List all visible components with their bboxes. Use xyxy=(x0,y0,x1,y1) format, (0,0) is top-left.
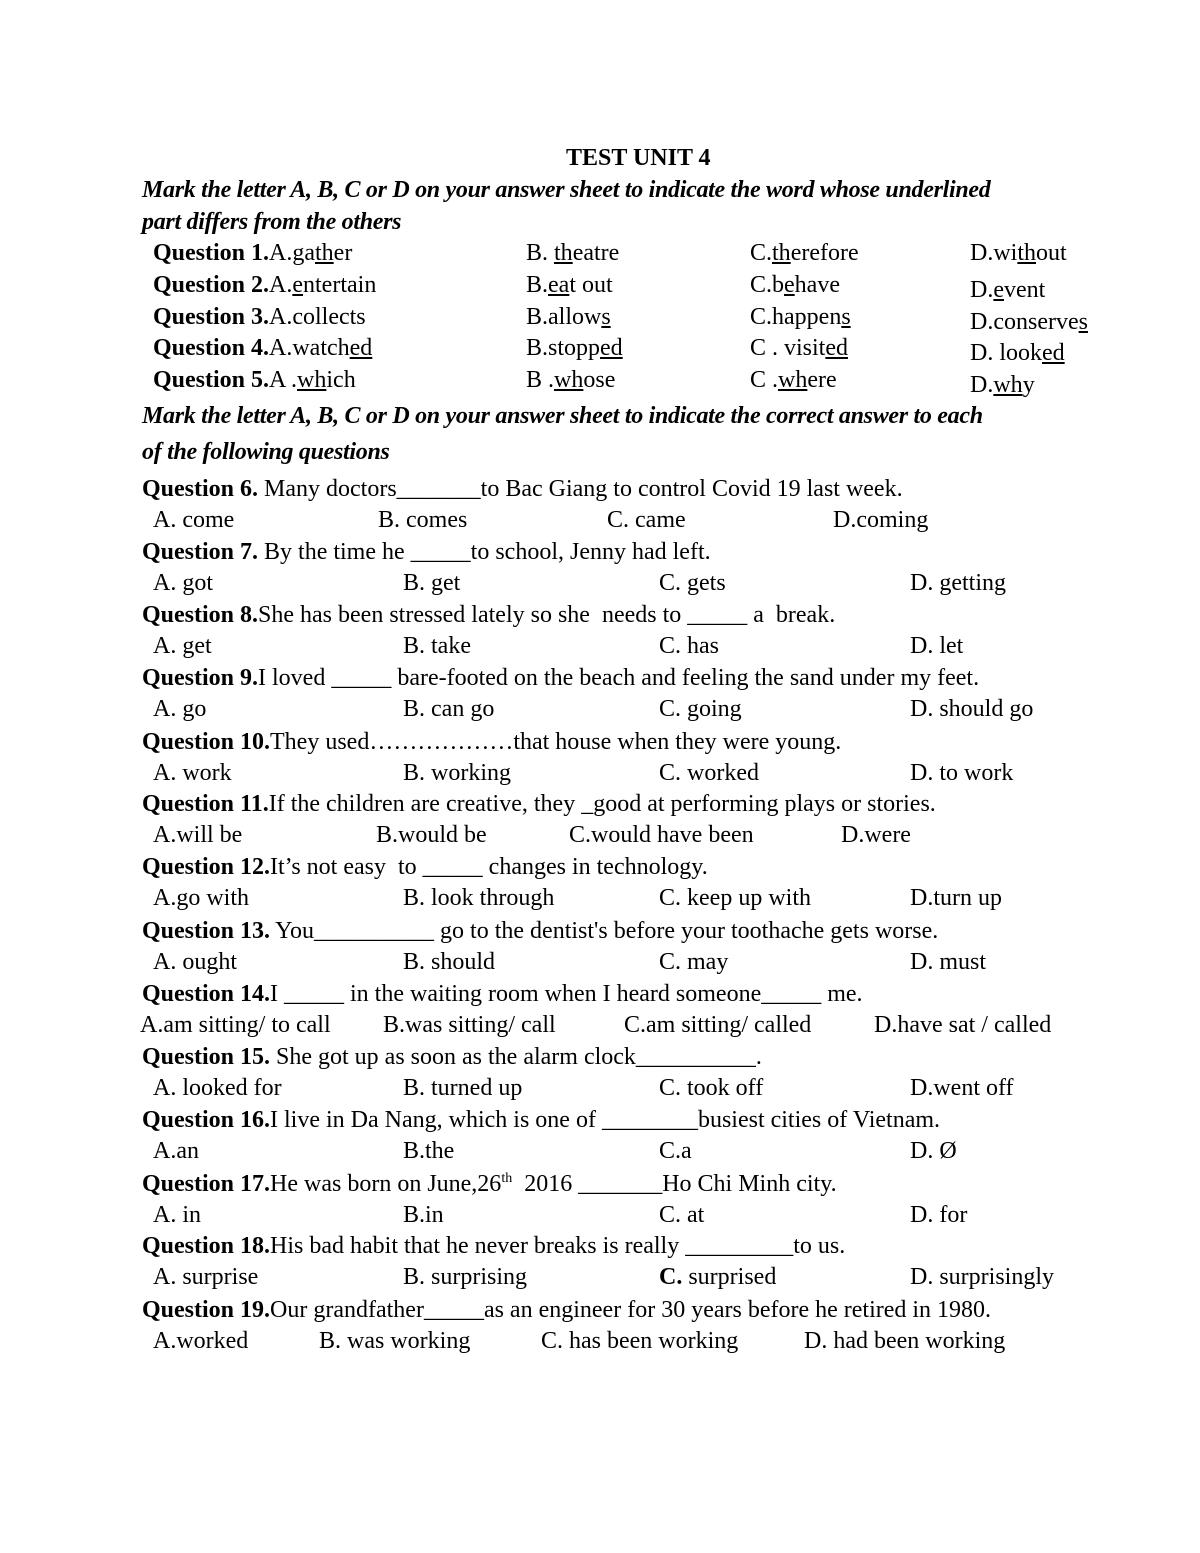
underlined-part: e xyxy=(784,272,795,298)
question-label xyxy=(153,334,372,362)
option-text: D. xyxy=(970,372,994,398)
option-text: C. worked xyxy=(659,760,759,786)
question-stem xyxy=(142,475,903,503)
option-text: B.stopp xyxy=(526,335,601,361)
question-stem xyxy=(142,538,711,566)
answer-option xyxy=(541,1327,738,1355)
option-text: B. comes xyxy=(378,507,468,533)
answer-option xyxy=(140,1011,331,1039)
answer-option xyxy=(319,1327,470,1355)
answer-option xyxy=(910,569,1006,597)
option-text: C.a xyxy=(659,1138,692,1164)
answer-option xyxy=(569,821,754,849)
question-number: Question 11. xyxy=(142,791,269,817)
answer-option xyxy=(910,1137,957,1165)
option-text: A . xyxy=(269,367,298,393)
question-stem xyxy=(142,917,938,945)
question-stem xyxy=(142,1232,845,1260)
answer-option xyxy=(153,506,234,534)
question-label xyxy=(153,303,366,331)
answer-option xyxy=(841,821,911,849)
underlined-part: wh xyxy=(993,372,1023,398)
answer-option xyxy=(403,632,471,660)
underlined-part: ed xyxy=(1042,340,1065,366)
underlined-part: ed xyxy=(825,335,849,361)
question-text: His bad habit that he never breaks is really _________to us. xyxy=(270,1233,846,1259)
question-text: They used………………that house when they were young. xyxy=(270,729,842,755)
question-number: Question 4. xyxy=(153,335,270,361)
option-text: B. was working xyxy=(319,1328,471,1354)
answer-option xyxy=(750,334,848,362)
answer-option xyxy=(659,759,759,787)
answer-option xyxy=(376,821,487,849)
option-text: B. take xyxy=(403,633,471,659)
answer-option xyxy=(403,759,511,787)
answer-option xyxy=(403,569,460,597)
option-text: C. took off xyxy=(659,1075,764,1101)
question-number: Question 16. xyxy=(142,1107,271,1133)
answer-option xyxy=(659,1201,704,1229)
option-text: B.allow xyxy=(526,304,602,330)
underlined-part: th xyxy=(1017,240,1037,266)
option-text: ntertain xyxy=(303,272,377,298)
question-text: Our grandfather_____as an engineer for 30 years before he retired in 1980. xyxy=(270,1297,992,1323)
option-text: A. come xyxy=(153,507,235,533)
option-text: D.turn up xyxy=(910,885,1002,911)
answer-option xyxy=(378,506,467,534)
option-text: D.wi xyxy=(970,240,1018,266)
option-text: B. should xyxy=(403,949,496,975)
question-text: I live in Da Nang, which is one of ________busiest cities of Vietnam. xyxy=(270,1107,941,1133)
answer-option xyxy=(659,569,726,597)
option-text: B. can go xyxy=(403,696,495,722)
answer-option xyxy=(403,695,494,723)
option-text: C.am sitting/ called xyxy=(624,1012,812,1038)
option-text: B. look through xyxy=(403,885,555,911)
question-stem xyxy=(142,980,863,1008)
option-text: B. working xyxy=(403,760,511,786)
answer-option xyxy=(970,239,1067,267)
option-text: A. surprise xyxy=(153,1264,259,1290)
answer-option xyxy=(659,1263,776,1291)
option-text: C. gets xyxy=(659,570,726,596)
question-stem xyxy=(142,1170,837,1198)
option-text: C. came xyxy=(607,507,686,533)
option-text: C . xyxy=(750,367,779,393)
option-text: B. xyxy=(526,240,555,266)
option-text: B . xyxy=(526,367,555,393)
answer-option xyxy=(526,303,611,331)
answer-option xyxy=(403,884,554,912)
answer-option xyxy=(910,884,1002,912)
answer-option xyxy=(153,1201,201,1229)
option-text: B.was sitting/ call xyxy=(383,1012,556,1038)
option-text: y xyxy=(1022,372,1035,398)
option-text: erefore xyxy=(790,240,859,266)
question-number: Question 1. xyxy=(153,240,270,266)
answer-option xyxy=(526,239,619,267)
question-text: Many doctors_______to Bac Giang to control Covid 19 last week. xyxy=(258,476,903,502)
option-text: C. keep up with xyxy=(659,885,811,911)
answer-option xyxy=(383,1011,556,1039)
option-text: D.went off xyxy=(910,1075,1014,1101)
answer-option xyxy=(750,271,840,299)
option-text: A.will be xyxy=(153,822,243,848)
option-text: D.were xyxy=(841,822,911,848)
answer-option xyxy=(526,271,613,299)
answer-option xyxy=(659,884,811,912)
option-text: B.would be xyxy=(376,822,487,848)
underlined-part: s xyxy=(1078,309,1088,335)
answer-option xyxy=(403,1137,454,1165)
answer-option xyxy=(153,569,213,597)
option-text: A.ga xyxy=(269,240,315,266)
option-text: B. surprising xyxy=(403,1264,528,1290)
option-text: ere xyxy=(807,367,837,393)
option-letter: C. xyxy=(659,1264,683,1290)
underlined-part: wh xyxy=(297,367,327,393)
answer-option xyxy=(804,1327,1005,1355)
section1-instruction-line1: Mark the letter A, B, C or D on your answer sheet to indicate the word whose underlined xyxy=(142,177,991,203)
option-text: D.have sat / called xyxy=(874,1012,1052,1038)
answer-option xyxy=(624,1011,811,1039)
answer-option xyxy=(659,948,728,976)
answer-option xyxy=(659,695,742,723)
answer-option xyxy=(153,948,237,976)
answer-option xyxy=(910,948,986,976)
option-text: B. xyxy=(526,272,549,298)
option-text: A.worked xyxy=(153,1328,249,1354)
answer-option xyxy=(403,1201,444,1229)
question-label xyxy=(153,239,352,267)
option-text: A. got xyxy=(153,570,213,596)
option-text: C. has xyxy=(659,633,719,659)
question-number: Question 14. xyxy=(142,981,271,1007)
underlined-part: ea xyxy=(548,272,570,298)
answer-option xyxy=(874,1011,1051,1039)
question-number: Question 15. xyxy=(142,1044,271,1070)
question-number: Question 10. xyxy=(142,729,271,755)
option-text: C . visit xyxy=(750,335,826,361)
question-text: He was born on June,26 xyxy=(270,1171,502,1197)
option-text: A. work xyxy=(153,760,232,786)
option-text: D. had been working xyxy=(804,1328,1006,1354)
question-stem xyxy=(142,601,835,629)
answer-option xyxy=(153,884,249,912)
answer-option xyxy=(833,506,928,534)
option-text: out xyxy=(1036,240,1067,266)
option-text: D. should go xyxy=(910,696,1034,722)
option-text: A.watch xyxy=(269,335,350,361)
answer-option xyxy=(153,759,232,787)
answer-option xyxy=(970,276,1045,304)
question-text: She has been stressed lately so she needs to _____ a break. xyxy=(258,602,836,628)
answer-option xyxy=(153,1137,199,1165)
option-text: A.am sitting/ to call xyxy=(140,1012,331,1038)
option-text: C.would have been xyxy=(569,822,754,848)
question-label xyxy=(153,366,356,394)
answer-option xyxy=(153,632,212,660)
option-text: vent xyxy=(1004,277,1046,303)
answer-option xyxy=(910,1263,1054,1291)
question-text: It’s not easy to _____ changes in technology. xyxy=(270,854,708,880)
option-text: C. at xyxy=(659,1202,705,1228)
option-text: t out xyxy=(569,272,613,298)
question-stem xyxy=(142,1296,991,1324)
answer-option xyxy=(403,1263,527,1291)
answer-option xyxy=(910,759,1013,787)
option-text: C. going xyxy=(659,696,742,722)
underlined-part: th xyxy=(554,240,573,266)
answer-option xyxy=(910,1201,967,1229)
option-text: C.happen xyxy=(750,304,842,330)
question-number: Question 17. xyxy=(142,1171,271,1197)
question-number: Question 7. xyxy=(142,539,259,565)
answer-option xyxy=(910,632,963,660)
underlined-part: wh xyxy=(778,367,808,393)
option-text: surprised xyxy=(682,1264,777,1290)
answer-option xyxy=(403,948,495,976)
question-stem xyxy=(142,1043,762,1071)
option-text: D. for xyxy=(910,1202,968,1228)
option-text: D. xyxy=(970,277,994,303)
option-text: eatre xyxy=(572,240,620,266)
question-stem xyxy=(142,728,841,756)
option-text: A.an xyxy=(153,1138,199,1164)
answer-option xyxy=(153,821,242,849)
option-text: A. ought xyxy=(153,949,237,975)
underlined-part: s xyxy=(841,304,851,330)
option-text: A. looked for xyxy=(153,1075,282,1101)
answer-option xyxy=(607,506,686,534)
answer-option xyxy=(526,334,623,362)
underlined-part: wh xyxy=(554,367,584,393)
underlined-part: ed xyxy=(600,335,623,361)
question-number: Question 18. xyxy=(142,1233,271,1259)
answer-option xyxy=(750,303,851,331)
question-stem xyxy=(142,790,936,818)
question-text: I loved _____ bare-footed on the beach and feeling the sand under my feet. xyxy=(258,665,980,691)
question-label xyxy=(153,271,376,299)
option-text: D.conserve xyxy=(970,309,1079,335)
option-text: C. has been working xyxy=(541,1328,739,1354)
option-text: have xyxy=(794,272,840,298)
question-number: Question 6. xyxy=(142,476,259,502)
option-text: D. look xyxy=(970,340,1042,366)
question-text: 2016 _______Ho Chi Minh city. xyxy=(512,1171,837,1197)
option-text: A. in xyxy=(153,1202,201,1228)
option-text: C.b xyxy=(750,272,785,298)
answer-option xyxy=(659,1074,763,1102)
answer-option xyxy=(910,695,1033,723)
question-text: If the children are creative, they _good at performing plays or stories. xyxy=(268,791,936,817)
option-text: C. may xyxy=(659,949,729,975)
answer-option xyxy=(910,1074,1014,1102)
underlined-part: e xyxy=(292,272,304,298)
option-text: A.collects xyxy=(269,304,366,330)
answer-option xyxy=(153,1263,258,1291)
answer-option xyxy=(970,371,1035,399)
section1-instruction-line2: part differs from the others xyxy=(142,209,402,235)
option-text: D. getting xyxy=(910,570,1006,596)
question-number: Question 19. xyxy=(142,1297,271,1323)
page-title: TEST UNIT 4 xyxy=(566,145,711,171)
question-number: Question 2. xyxy=(153,272,270,298)
question-stem xyxy=(142,1106,940,1134)
option-text: B. get xyxy=(403,570,461,596)
question-number: Question 5. xyxy=(153,367,270,393)
answer-option xyxy=(153,1074,282,1102)
option-text: A. go xyxy=(153,696,207,722)
question-number: Question 9. xyxy=(142,665,259,691)
answer-option xyxy=(750,239,859,267)
underlined-part: e xyxy=(993,277,1004,303)
answer-option xyxy=(526,366,615,394)
option-text: D. Ø xyxy=(910,1138,957,1164)
question-number: Question 13. xyxy=(142,918,271,944)
option-text: A.go with xyxy=(153,885,249,911)
option-text: B.the xyxy=(403,1138,455,1164)
answer-option xyxy=(403,1074,522,1102)
option-text: er xyxy=(333,240,353,266)
answer-option xyxy=(750,366,837,394)
section2-instruction-line1: Mark the letter A, B, C or D on your answer sheet to indicate the correct answer to each xyxy=(142,403,983,429)
question-number: Question 3. xyxy=(153,304,270,330)
question-text: You__________ go to the dentist's before your toothache gets worse. xyxy=(270,918,939,944)
option-text: D. to work xyxy=(910,760,1014,786)
option-text: A. get xyxy=(153,633,212,659)
question-text: I _____ in the waiting room when I heard someone_____ me. xyxy=(270,981,863,1007)
option-text: A. xyxy=(269,272,293,298)
answer-option xyxy=(970,308,1088,336)
underlined-part: ed xyxy=(349,335,373,361)
answer-option xyxy=(659,632,719,660)
option-text: ich xyxy=(326,367,356,393)
question-text: By the time he _____to school, Jenny had left. xyxy=(258,539,711,565)
option-text: B.in xyxy=(403,1202,444,1228)
option-text: ose xyxy=(583,367,616,393)
option-text: B. turned up xyxy=(403,1075,523,1101)
question-number: Question 12. xyxy=(142,854,271,880)
answer-option xyxy=(153,695,206,723)
question-text: She got up as soon as the alarm clock__________. xyxy=(270,1044,762,1070)
option-text: D. let xyxy=(910,633,964,659)
question-stem xyxy=(142,664,979,692)
option-text: D.coming xyxy=(833,507,929,533)
section2-instruction-line2: of the following questions xyxy=(142,439,390,465)
answer-option xyxy=(153,1327,248,1355)
question-number: Question 8. xyxy=(142,602,259,628)
answer-option xyxy=(970,339,1065,367)
underlined-part: s xyxy=(601,304,611,330)
option-text: C. xyxy=(750,240,773,266)
option-text: D. must xyxy=(910,949,987,975)
underlined-part: th xyxy=(772,240,791,266)
answer-option xyxy=(659,1137,692,1165)
underlined-part: th xyxy=(315,240,334,266)
option-text: D. surprisingly xyxy=(910,1264,1054,1290)
question-stem xyxy=(142,853,708,881)
superscript: th xyxy=(501,1171,513,1186)
